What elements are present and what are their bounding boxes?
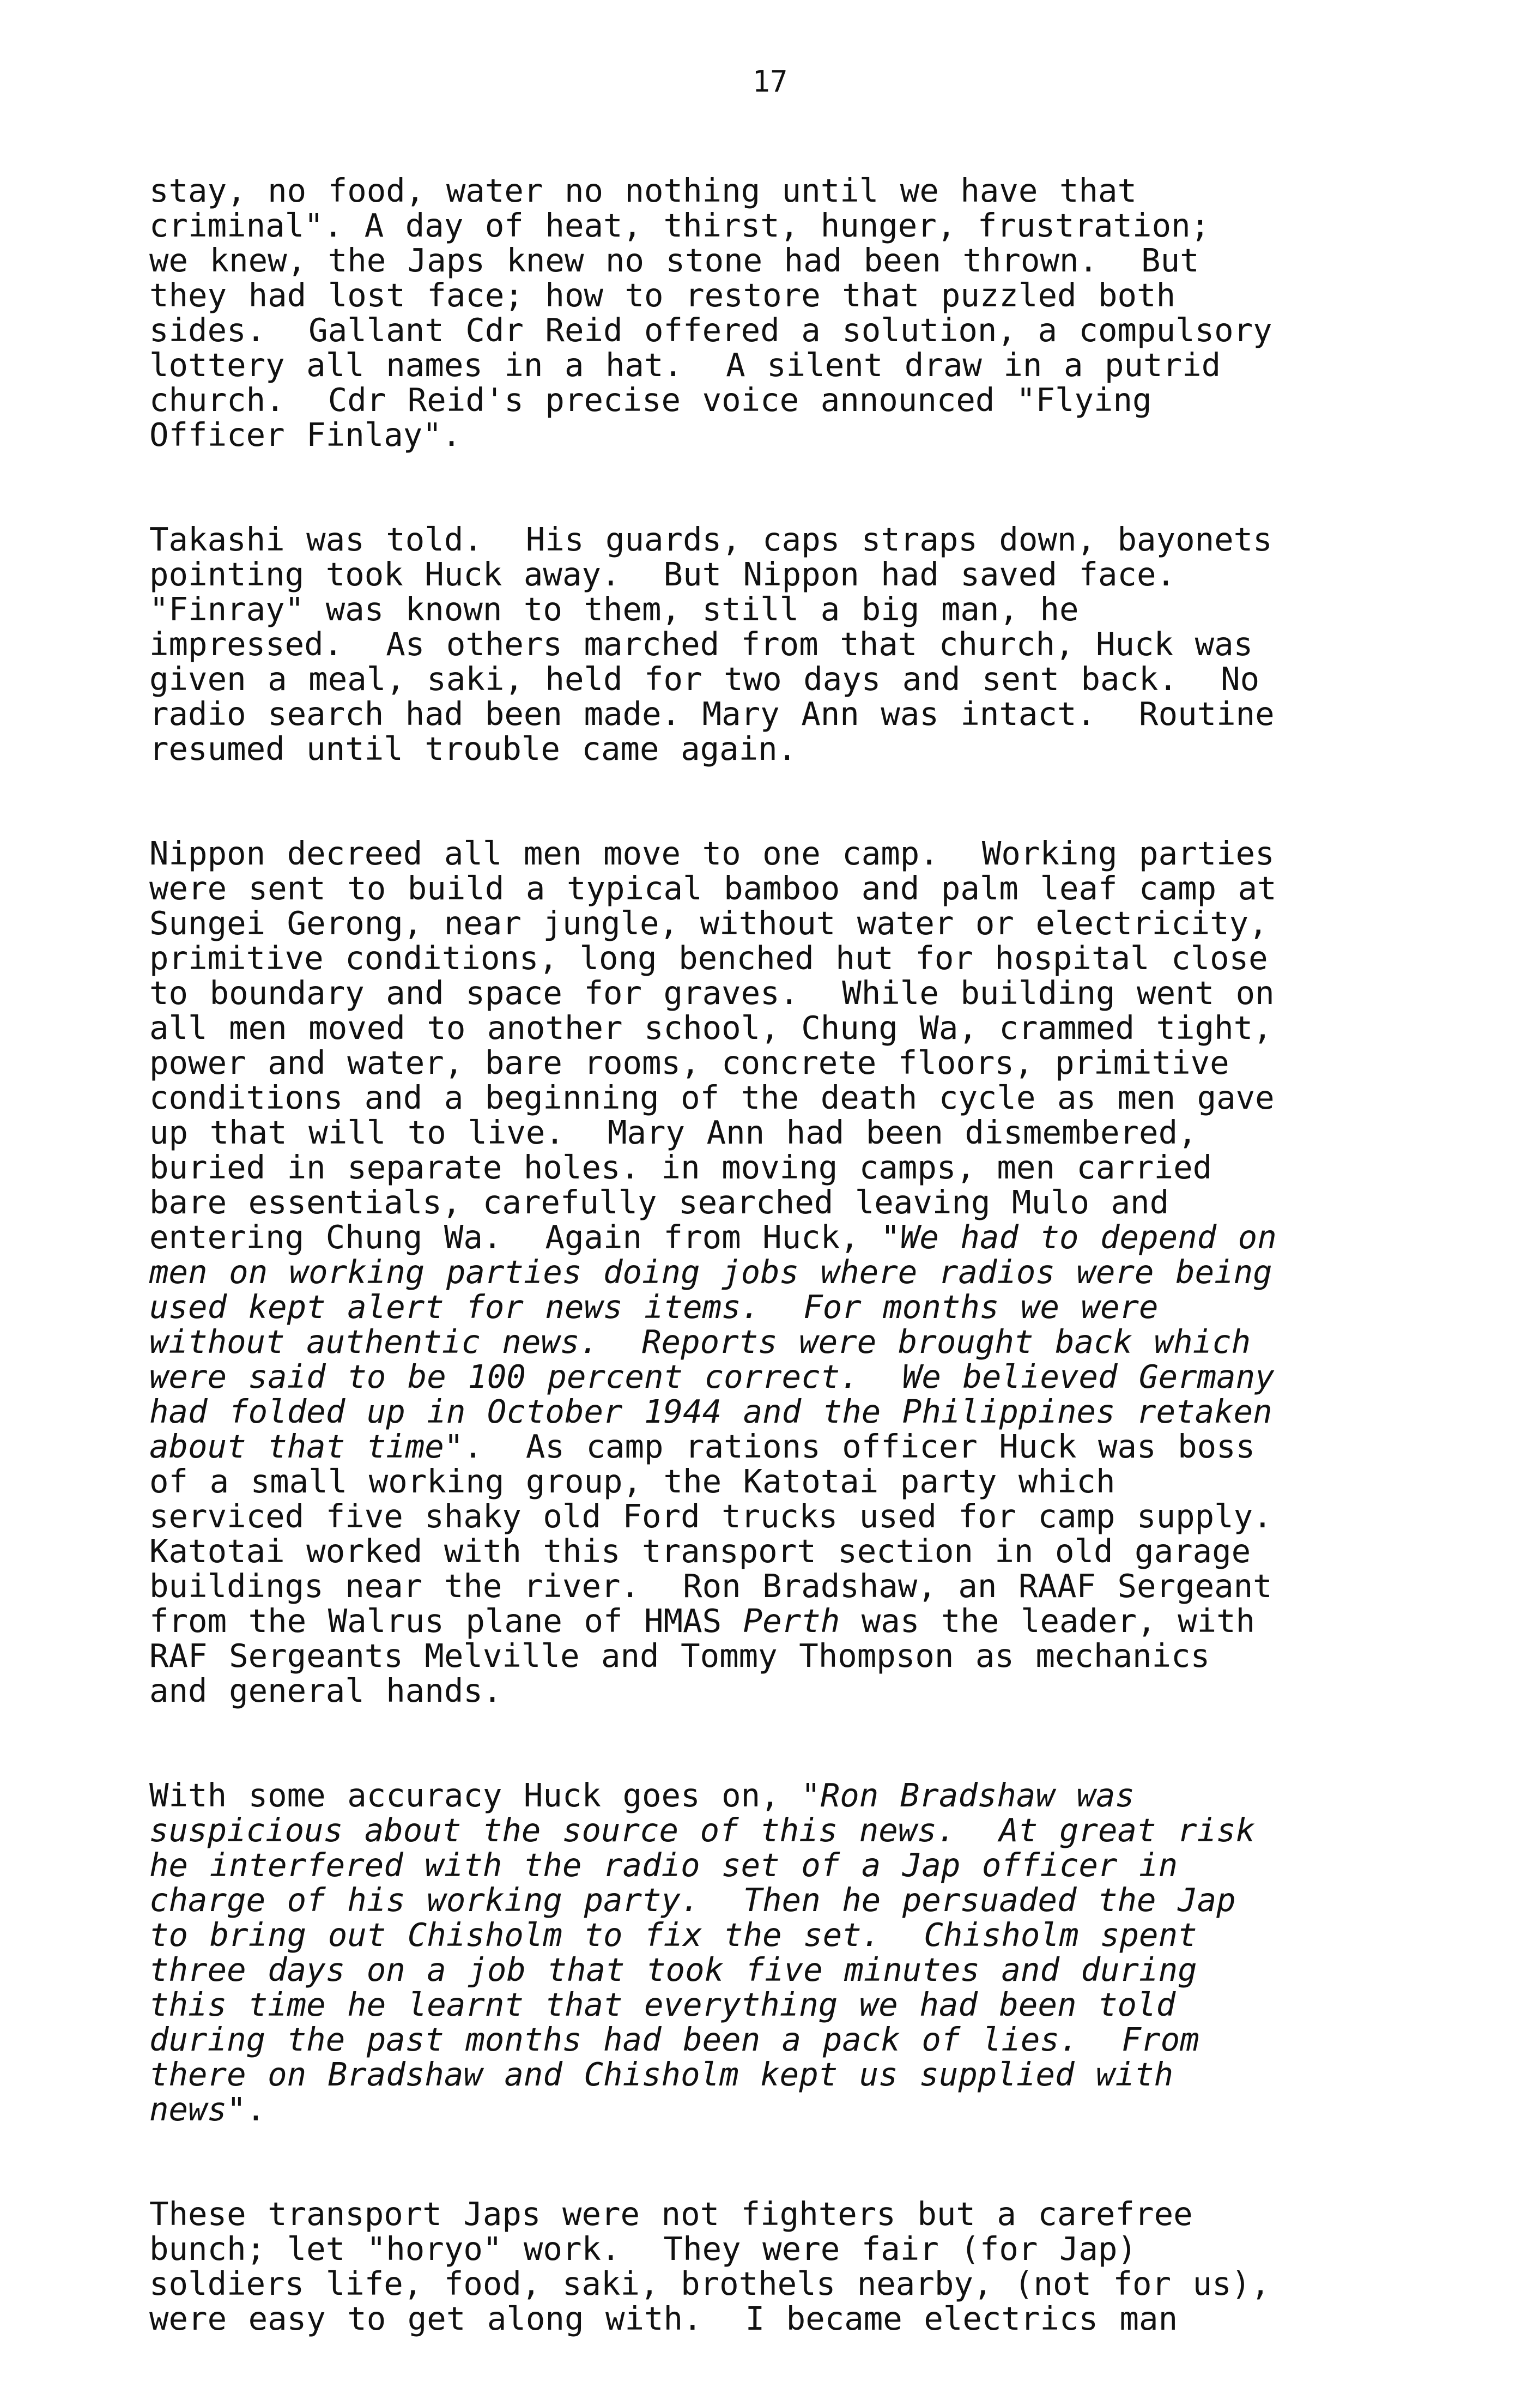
text-line xyxy=(149,557,1359,592)
text-line xyxy=(149,1011,1359,1045)
text-line xyxy=(149,1883,1359,1918)
text-line xyxy=(149,1150,1359,1185)
text-run: resumed until trouble came again. xyxy=(149,730,797,767)
text-run: buried in separate holes. in moving camps, men carried xyxy=(149,1148,1212,1186)
text-line xyxy=(149,941,1359,976)
italic-text-run: to bring out Chisholm to fix the set. Chisholm spent xyxy=(149,1916,1197,1954)
text-run: serviced five shaky old Ford trucks used for camp supply. xyxy=(149,1497,1272,1535)
text-run: Officer Finlay". xyxy=(149,416,462,454)
text-run: power and water, bare rooms, concrete floors, primitive xyxy=(149,1044,1229,1081)
text-run: lottery all names in a hat. A silent draw in a putrid xyxy=(149,346,1221,384)
text-run: to boundary and space for graves. While building went on xyxy=(149,974,1275,1012)
text-run: pointing took Huck away. But Nippon had saved face. xyxy=(149,555,1176,593)
italic-text-run: men on working parties doing jobs where radios were being xyxy=(149,1253,1272,1291)
text-run: primitive conditions, long benched hut for hospital close xyxy=(149,939,1268,977)
text-line xyxy=(149,1987,1359,2022)
italic-text-run: Ron Bradshaw was xyxy=(820,1776,1135,1814)
text-line xyxy=(149,732,1359,766)
text-line xyxy=(149,1325,1359,1359)
text-line xyxy=(149,1639,1359,1673)
text-run: bunch; let "horyo" work. They were fair (for Jap) xyxy=(149,2230,1137,2268)
text-line xyxy=(149,2092,1359,2127)
text-run: Katotai worked with this transport section in old garage xyxy=(149,1532,1251,1570)
paragraph xyxy=(149,522,1359,766)
text-line xyxy=(149,243,1359,278)
text-run: conditions and a beginning of the death cycle as men gave xyxy=(149,1079,1275,1116)
page-number: 17 xyxy=(752,64,788,99)
text-line xyxy=(149,1080,1359,1115)
text-line xyxy=(149,1394,1359,1429)
text-line xyxy=(149,1464,1359,1499)
italic-text-run: this time he learnt that everything we had been told xyxy=(149,1986,1176,2023)
text-line xyxy=(149,313,1359,348)
text-run: church. Cdr Reid's precise voice announced "Flying xyxy=(149,381,1152,419)
italic-text-run: about that time xyxy=(149,1428,444,1465)
paragraph xyxy=(149,1778,1359,2127)
text-run: Nippon decreed all men move to one camp. Working parties xyxy=(149,835,1275,872)
text-run: given a meal, saki, held for two days and sent back. No xyxy=(149,660,1260,698)
text-run: soldiers life, food, saki, brothels nearby, (not for us), xyxy=(149,2265,1270,2302)
italic-text-run: news xyxy=(149,2090,227,2128)
text-line xyxy=(149,1115,1359,1150)
text-line xyxy=(149,1918,1359,1952)
text-line xyxy=(149,871,1359,906)
italic-text-run: without authentic news. Reports were brought back which xyxy=(149,1323,1251,1361)
paragraph xyxy=(149,173,1359,452)
text-line xyxy=(149,522,1359,557)
text-run: Takashi was told. His guards, caps straps down, bayonets xyxy=(149,521,1272,558)
text-line xyxy=(149,1604,1359,1639)
italic-text-run: three days on a job that took five minutes and during xyxy=(149,1951,1197,1988)
text-line xyxy=(149,1429,1359,1464)
text-run: of a small working group, the Katotai party which xyxy=(149,1462,1115,1500)
text-line xyxy=(149,1952,1359,1987)
text-line xyxy=(149,1813,1359,1848)
text-run: RAF Sergeants Melville and Tommy Thompson as mechanics xyxy=(149,1637,1210,1674)
text-line xyxy=(149,418,1359,452)
text-run: from the Walrus plane of HMAS xyxy=(149,1602,743,1640)
text-run: ". xyxy=(227,2090,266,2128)
text-line xyxy=(149,1534,1359,1569)
italic-text-run: used kept alert for news items. For months we were xyxy=(149,1288,1159,1326)
text-line xyxy=(149,208,1359,243)
text-run: ". As camp rations officer Huck was boss xyxy=(444,1428,1256,1465)
text-line xyxy=(149,1045,1359,1080)
text-line xyxy=(149,976,1359,1011)
text-run: was the leader, with xyxy=(840,1602,1256,1640)
italic-text-run: during the past months had been a pack of lies. From xyxy=(149,2021,1199,2058)
text-run: were easy to get along with. I became electrics man xyxy=(149,2300,1178,2337)
italic-text-run: he interfered with the radio set of a Jap officer in xyxy=(149,1846,1178,1884)
text-line xyxy=(149,173,1359,208)
text-line xyxy=(149,1220,1359,1255)
italic-text-run: were said to be 100 percent correct. We believed Germany xyxy=(149,1358,1275,1395)
italic-text-run: Perth xyxy=(743,1602,840,1640)
text-line xyxy=(149,592,1359,627)
text-run: we knew, the Japs knew no stone had been thrown. But xyxy=(149,241,1199,279)
text-run: bare essentials, carefully searched leaving Mulo and xyxy=(149,1183,1169,1221)
text-line xyxy=(149,1290,1359,1325)
text-run: Sungei Gerong, near jungle, without water or electricity, xyxy=(149,904,1268,942)
text-line xyxy=(149,2266,1359,2301)
text-line xyxy=(149,2057,1359,2092)
text-line xyxy=(149,2232,1359,2266)
document-body xyxy=(149,173,1359,2406)
text-line xyxy=(149,278,1359,313)
text-line xyxy=(149,383,1359,418)
text-run: all men moved to another school, Chung Wa, crammed tight, xyxy=(149,1009,1272,1047)
italic-text-run: there on Bradshaw and Chisholm kept us supplied with xyxy=(149,2056,1174,2093)
text-run: up that will to live. Mary Ann had been dismembered, xyxy=(149,1114,1197,1151)
text-line xyxy=(149,2197,1359,2232)
text-run: they had lost face; how to restore that puzzled both xyxy=(149,276,1176,314)
text-line xyxy=(149,697,1359,732)
text-line xyxy=(149,1673,1359,1708)
text-line xyxy=(149,1778,1359,1813)
italic-text-run: had folded up in October 1944 and the Philippines retaken xyxy=(149,1393,1272,1430)
text-run: stay, no food, water no nothing until we have that xyxy=(149,172,1137,209)
text-line xyxy=(149,662,1359,697)
text-line xyxy=(149,1185,1359,1220)
text-line xyxy=(149,2022,1359,2057)
text-run: "Finray" was known to them, still a big man, he xyxy=(149,590,1079,628)
text-line xyxy=(149,1255,1359,1290)
text-line xyxy=(149,1848,1359,1883)
text-line xyxy=(149,348,1359,383)
text-run: With some accuracy Huck goes on, " xyxy=(149,1776,821,1814)
text-line xyxy=(149,627,1359,662)
italic-text-run: charge of his working party. Then he persuaded the Jap xyxy=(149,1881,1236,1919)
text-line xyxy=(149,906,1359,941)
text-run: buildings near the river. Ron Bradshaw, an RAAF Sergeant xyxy=(149,1567,1272,1605)
paragraph xyxy=(149,2197,1359,2336)
text-line xyxy=(149,1569,1359,1604)
text-run: radio search had been made. Mary Ann was intact. Routine xyxy=(149,695,1275,733)
text-line xyxy=(149,2301,1359,2336)
text-run: criminal". A day of heat, thirst, hunger, frustration; xyxy=(149,207,1210,244)
text-line xyxy=(149,1359,1359,1394)
italic-text-run: We had to depend on xyxy=(900,1218,1277,1256)
text-line xyxy=(149,836,1359,871)
text-run: entering Chung Wa. Again from Huck, " xyxy=(149,1218,900,1256)
text-line xyxy=(149,1499,1359,1534)
paragraph xyxy=(149,836,1359,1708)
text-run: sides. Gallant Cdr Reid offered a solution, a compulsory xyxy=(149,311,1272,349)
text-run: These transport Japs were not fighters but a carefree xyxy=(149,2195,1193,2233)
text-run: and general hands. xyxy=(149,1672,502,1709)
text-run: were sent to build a typical bamboo and palm leaf camp at xyxy=(149,869,1277,907)
italic-text-run: suspicious about the source of this news. At great risk xyxy=(149,1811,1256,1849)
text-run: impressed. As others marched from that church, Huck was xyxy=(149,625,1253,663)
